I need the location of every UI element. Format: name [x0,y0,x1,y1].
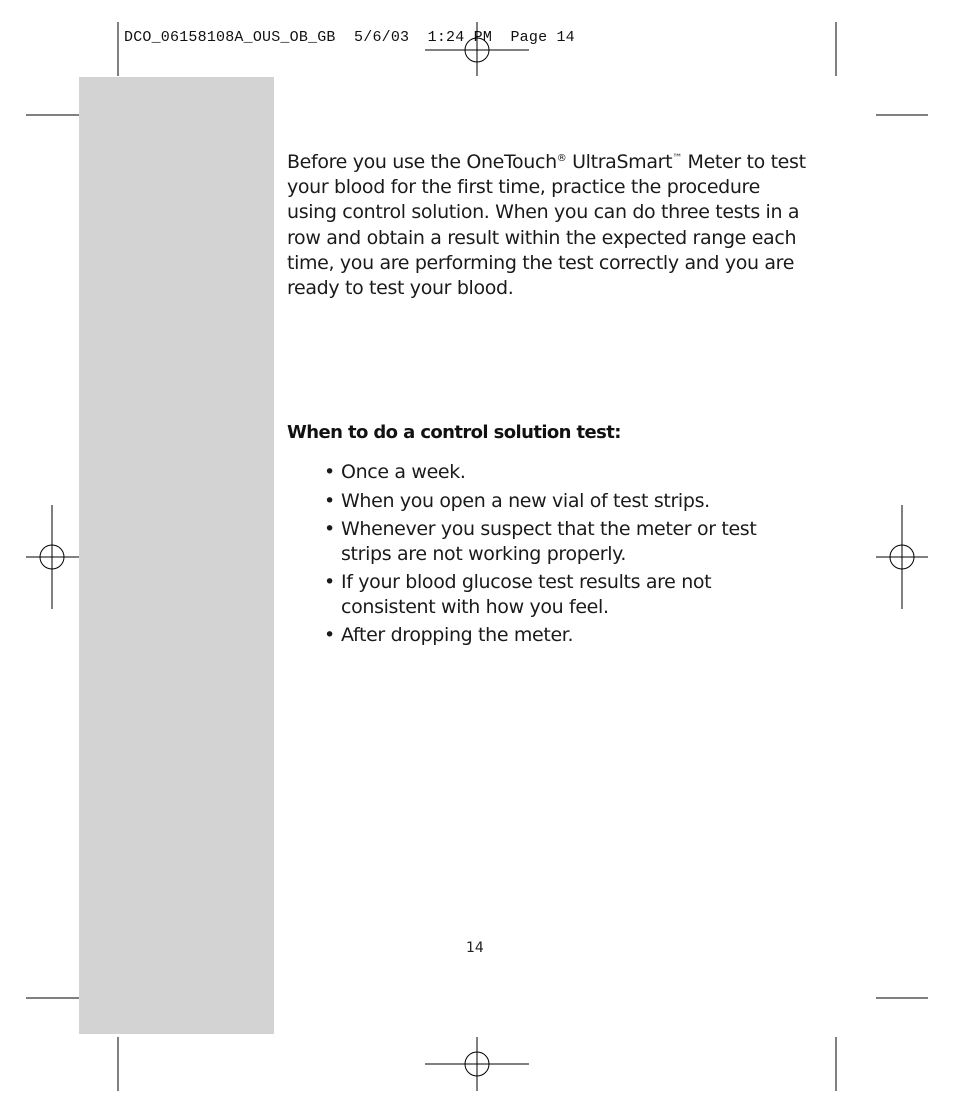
bullet-icon: • [324,518,335,540]
list-item-text: Once a week. [341,461,466,483]
section-heading: When to do a control solution test: [287,422,621,443]
crop-mark-icon [836,22,928,115]
printer-slug: DCO_06158108A_OUS_OB_GB 5/6/03 1:24 PM Page 14 [124,29,575,46]
bullet-icon: • [324,624,335,646]
intro-text-3: Meter to test your blood for the first time, practice the procedure using control solution. When you can do three tests in a row and obtain a result within the expected range each time, you are performing the test correctly and you are ready to test your blood. [287,151,806,300]
intro-paragraph [287,150,807,301]
list-item-text: After dropping the meter. [341,624,574,646]
intro-block [287,150,807,301]
list-item [324,570,794,619]
list-item-text: If your blood glucose test results are not consistent with how you feel. [341,571,712,618]
crop-mark-icon [26,998,118,1091]
bullet-list [324,460,794,652]
bullet-icon: • [324,571,335,593]
registration-mark-icon [425,1037,529,1091]
registration-mark-icon [876,505,928,609]
list-item [324,460,794,485]
list-item [324,623,794,648]
registered-mark: ® [556,153,567,164]
intro-text-1: Before you use the OneTouch [287,151,557,173]
list-item-text: Whenever you suspect that the meter or test strips are not working properly. [341,518,757,565]
intro-text-2: UltraSmart [566,151,673,173]
crop-mark-icon [26,22,118,115]
crop-mark-icon [836,998,928,1091]
trademark-mark: ™ [672,153,682,164]
page-number: 14 [466,940,484,956]
list-item [324,517,794,566]
list-item-text: When you open a new vial of test strips. [341,489,710,512]
list-item [324,489,794,514]
bullet-icon: • [324,489,335,512]
bullet-icon: • [324,461,335,483]
registration-mark-icon [425,22,529,76]
registration-mark-icon [26,505,79,609]
